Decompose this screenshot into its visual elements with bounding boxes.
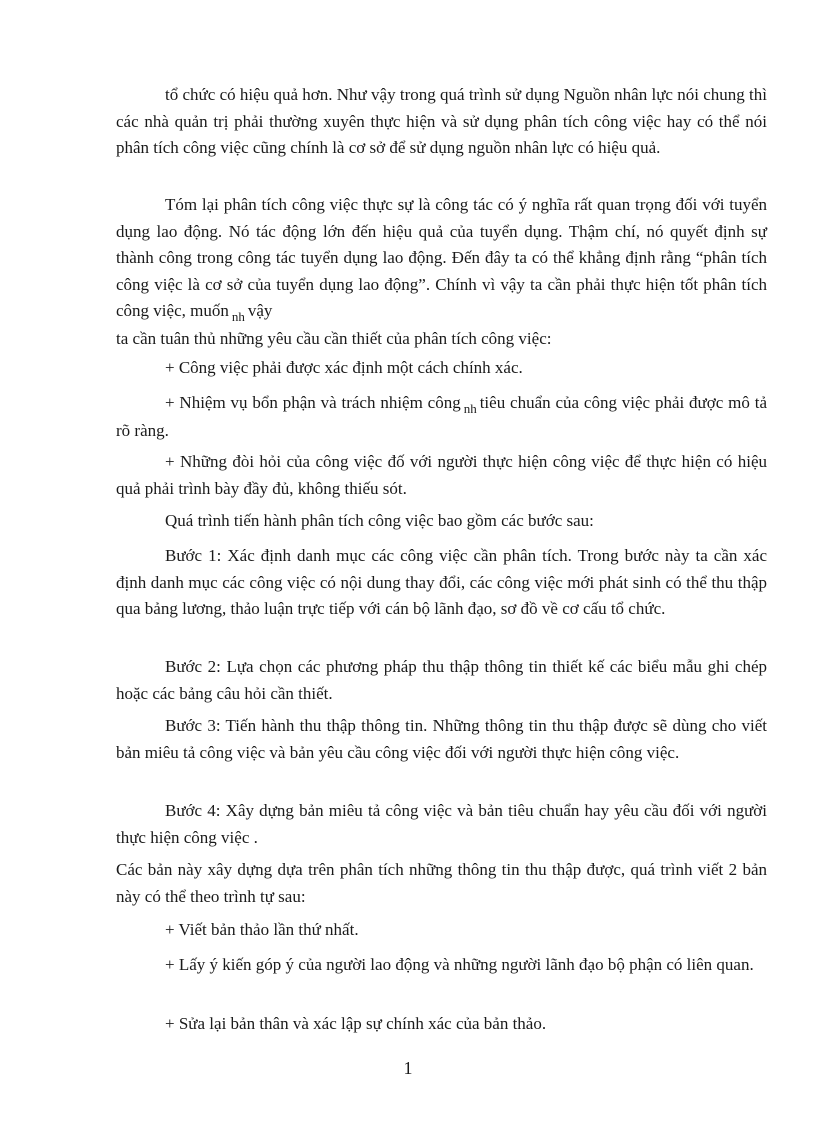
paragraph-13 [116,952,767,979]
paragraph-6-text: Quá trình tiến hành phân tích công việc bao gồm các bước sau: [165,511,594,530]
paragraph-12 [165,917,767,944]
paragraph-2-text: Tóm lại phân tích công việc thực sự là công tác có ý nghĩa rất quan trọng đối với tuyển dụng lao động. Nó tác động lớn đến hiệu quả của tuyển dụng. Thậm chí, nó quyết định sự thành công trong công tác tuyển dụng lao động. Đến đây ta có thể khẳng định rằng “phân tích công việc là cơ sở của tuyển dụng lao động”. Chính vì vậy ta cần phải thực hiện tốt phân tích công việc, muốn [116,195,767,320]
paragraph-8 [116,654,767,707]
paragraph-14 [165,1011,767,1038]
paragraph-5 [116,449,767,502]
paragraph-4 [116,390,767,444]
paragraph-7 [116,543,767,623]
paragraph-2-tail: vậy [247,301,273,320]
paragraph-10-text: Bước 4: Xây dựng bản miêu tả công việc và bản tiêu chuẩn hay yêu cầu đối với người thực hiện công việc . [116,801,767,847]
paragraph-8-text: Bước 2: Lựa chọn các phương pháp thu thập thông tin thiết kế các biểu mẫu ghi chép hoặc các bảng câu hỏi cần thiết. [116,657,767,703]
paragraph-9-text: Bước 3: Tiến hành thu thập thông tin. Những thông tin thu thập được sẽ dùng cho viết bản miêu tả công việc và bản yêu cầu công việc đối với người thực hiện công việc. [116,716,767,762]
paragraph-11-text: Các bản này xây dựng dựa trên phân tích những thông tin thu thập được, quá trình viết 2 bản này có thể theo trình tự sau: [116,860,767,906]
paragraph-2-body [116,192,767,326]
paragraph-2 [116,192,767,352]
paragraph-12-text: + Viết bản thảo lần thứ nhất. [165,920,359,939]
paragraph-13-text: + Lấy ý kiến góp ý của người lao động và những người lãnh đạo bộ phận có liên quan. [165,955,754,974]
inline-mark-nh-2: nh [463,401,477,416]
paragraph-7-text: Bước 1: Xác định danh mục các công việc cần phân tích. Trong bước này ta cần xác định danh mục các công việc có nội dung thay đổi, các công việc mới phát sinh có thể thu thập qua bảng lương, thảo luận trực tiếp với cán bộ lãnh đạo, sơ đồ về cơ cấu tổ chức. [116,546,767,618]
paragraph-2-last-line: ta cần tuân thủ những yêu cầu cần thiết của phân tích công việc: [116,328,552,348]
paragraph-1 [116,82,767,162]
inline-mark-nh-1: nh [231,309,245,324]
paragraph-1-text: tổ chức có hiệu quả hơn. Như vậy trong quá trình sử dụng Nguồn nhân lực nói chung thì các nhà quản trị phải thường xuyên thực hiện và sử dụng phân tích công việc hay có thể nói phân tích công việc cũng chính là cơ sở để sử dụng nguồn nhân lực có hiệu quả. [116,85,767,157]
paragraph-10 [116,798,767,851]
paragraph-9 [116,713,767,766]
paragraph-11 [116,857,767,910]
paragraph-5-text: + Những đòi hỏi của công việc đố với người thực hiện công việc để thực hiện có hiệu quả phải trình bày đầy đủ, không thiếu sót. [116,452,767,498]
paragraph-14-text: + Sửa lại bản thân và xác lập sự chính xác của bản thảo. [165,1014,547,1033]
paragraph-6 [165,508,767,535]
page-number: 1 [403,1058,413,1078]
paragraph-3-text: + Công việc phải được xác định một cách chính xác. [165,358,523,377]
paragraph-4-body [116,390,767,444]
paragraph-4-tail: tiêu chuẩn của công việc phải được mô tả rõ ràng. [116,393,767,440]
paragraph-4-text: + Nhiệm vụ bổn phận và trách nhiệm công [165,393,461,412]
paragraph-3 [165,355,767,382]
